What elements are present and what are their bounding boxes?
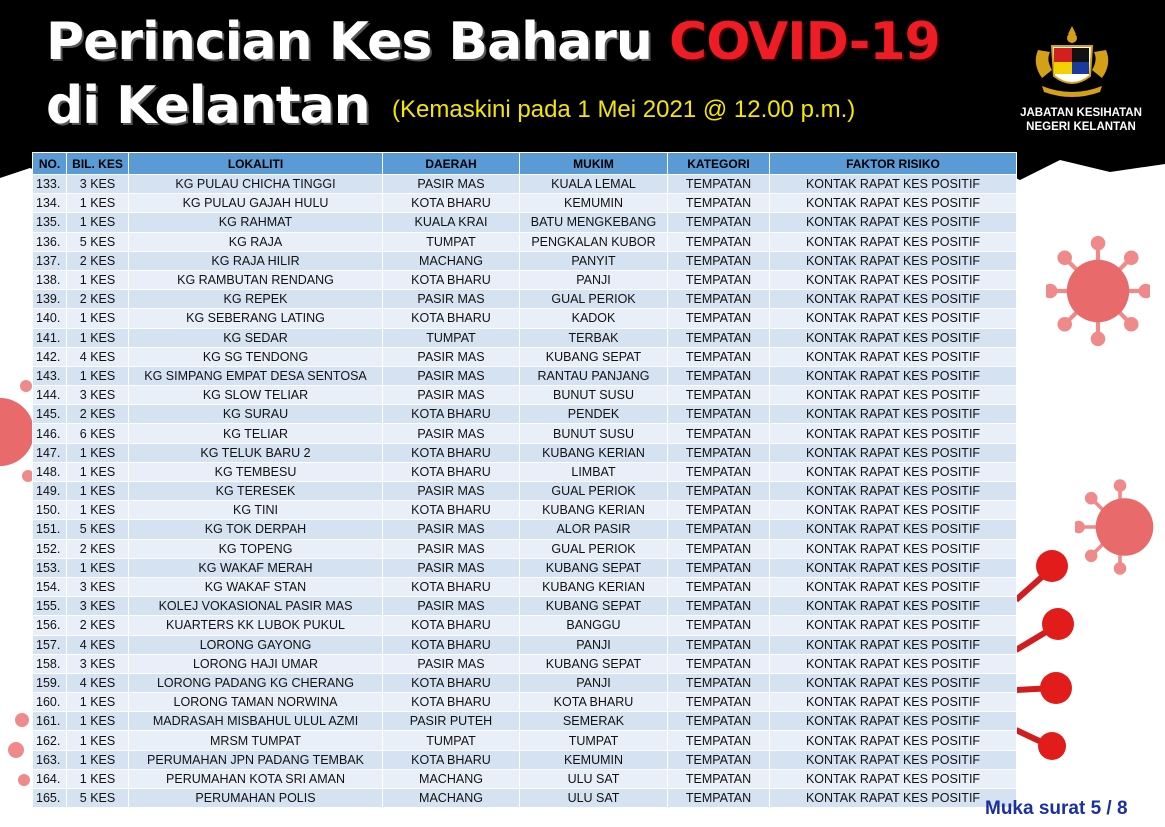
risk-factor-cell: KONTAK RAPAT KES POSITIF (770, 462, 1017, 481)
case-details-table (32, 152, 1017, 808)
row-number-cell: 140. (33, 309, 67, 328)
category-cell: TEMPATAN (668, 712, 770, 731)
table-row (33, 501, 1017, 520)
category-cell: TEMPATAN (668, 558, 770, 577)
table-row (33, 635, 1017, 654)
risk-factor-cell: KONTAK RAPAT KES POSITIF (770, 789, 1017, 808)
subdistrict-cell: KUBANG SEPAT (520, 597, 668, 616)
page-title-line2: di Kelantan (46, 76, 370, 136)
category-cell: TEMPATAN (668, 520, 770, 539)
district-cell: PASIR MAS (383, 539, 520, 558)
locality-cell: LORONG TAMAN NORWINA (129, 693, 383, 712)
row-number-cell: 155. (33, 597, 67, 616)
row-number-cell: 162. (33, 731, 67, 750)
category-cell: TEMPATAN (668, 309, 770, 328)
locality-cell: KG TINI (129, 501, 383, 520)
row-number-cell: 143. (33, 366, 67, 385)
district-cell: KOTA BHARU (383, 405, 520, 424)
locality-cell: KG SIMPANG EMPAT DESA SENTOSA (129, 366, 383, 385)
row-number-cell: 147. (33, 443, 67, 462)
subdistrict-cell: PANYIT (520, 251, 668, 270)
table-row (33, 731, 1017, 750)
district-cell: MACHANG (383, 769, 520, 788)
subdistrict-cell: KUBANG KERIAN (520, 577, 668, 596)
risk-factor-cell: KONTAK RAPAT KES POSITIF (770, 750, 1017, 769)
district-cell: KOTA BHARU (383, 616, 520, 635)
risk-factor-cell: KONTAK RAPAT KES POSITIF (770, 290, 1017, 309)
locality-cell: PERUMAHAN JPN PADANG TEMBAK (129, 750, 383, 769)
case-count-cell: 1 KES (67, 712, 129, 731)
table-row (33, 347, 1017, 366)
district-cell: KUALA KRAI (383, 213, 520, 232)
table-row (33, 232, 1017, 251)
row-number-cell: 148. (33, 462, 67, 481)
category-cell: TEMPATAN (668, 539, 770, 558)
district-cell: PASIR MAS (383, 558, 520, 577)
case-count-cell: 3 KES (67, 175, 129, 194)
subdistrict-cell: KUBANG SEPAT (520, 347, 668, 366)
case-count-cell: 3 KES (67, 386, 129, 405)
locality-cell: KG TOK DERPAH (129, 520, 383, 539)
subdistrict-cell: RANTAU PANJANG (520, 366, 668, 385)
locality-cell: KG WAKAF MERAH (129, 558, 383, 577)
case-count-cell: 1 KES (67, 270, 129, 289)
table-row (33, 789, 1017, 808)
row-number-cell: 149. (33, 482, 67, 501)
category-cell: TEMPATAN (668, 251, 770, 270)
district-cell: PASIR MAS (383, 424, 520, 443)
row-number-cell: 154. (33, 577, 67, 596)
risk-factor-cell: KONTAK RAPAT KES POSITIF (770, 366, 1017, 385)
table-row (33, 462, 1017, 481)
row-number-cell: 137. (33, 251, 67, 270)
category-cell: TEMPATAN (668, 328, 770, 347)
table-row (33, 328, 1017, 347)
locality-cell: KG PULAU CHICHA TINGGI (129, 175, 383, 194)
category-cell: TEMPATAN (668, 597, 770, 616)
category-cell: TEMPATAN (668, 290, 770, 309)
category-cell: TEMPATAN (668, 366, 770, 385)
subdistrict-cell: KUBANG KERIAN (520, 501, 668, 520)
subdistrict-cell: BATU MENGKEBANG (520, 213, 668, 232)
case-count-cell: 2 KES (67, 251, 129, 270)
table-row (33, 482, 1017, 501)
district-cell: PASIR MAS (383, 482, 520, 501)
subdistrict-cell: KOTA BHARU (520, 693, 668, 712)
district-cell: PASIR MAS (383, 386, 520, 405)
row-number-cell: 160. (33, 693, 67, 712)
subdistrict-cell: BANGGU (520, 616, 668, 635)
table-row (33, 213, 1017, 232)
locality-cell: KG RAHMAT (129, 213, 383, 232)
table-row (33, 558, 1017, 577)
table-row (33, 616, 1017, 635)
district-cell: PASIR MAS (383, 175, 520, 194)
category-cell: TEMPATAN (668, 443, 770, 462)
locality-cell: KG TELIAR (129, 424, 383, 443)
column-header-locality: LOKALITI (129, 153, 383, 175)
case-count-cell: 2 KES (67, 290, 129, 309)
district-cell: KOTA BHARU (383, 462, 520, 481)
subdistrict-cell: LIMBAT (520, 462, 668, 481)
locality-cell: KG SEBERANG LATING (129, 309, 383, 328)
table-row (33, 750, 1017, 769)
table-row (33, 577, 1017, 596)
district-cell: TUMPAT (383, 232, 520, 251)
subdistrict-cell: ALOR PASIR (520, 520, 668, 539)
table-row (33, 597, 1017, 616)
case-count-cell: 4 KES (67, 635, 129, 654)
risk-factor-cell: KONTAK RAPAT KES POSITIF (770, 558, 1017, 577)
row-number-cell: 152. (33, 539, 67, 558)
virus-icon (1046, 236, 1150, 346)
case-count-cell: 3 KES (67, 597, 129, 616)
district-cell: KOTA BHARU (383, 750, 520, 769)
virus-icon (1016, 540, 1076, 760)
risk-factor-cell: KONTAK RAPAT KES POSITIF (770, 482, 1017, 501)
case-count-cell: 1 KES (67, 693, 129, 712)
subdistrict-cell: KEMUMIN (520, 750, 668, 769)
case-count-cell: 5 KES (67, 520, 129, 539)
district-cell: KOTA BHARU (383, 194, 520, 213)
row-number-cell: 159. (33, 673, 67, 692)
case-count-cell: 5 KES (67, 789, 129, 808)
row-number-cell: 139. (33, 290, 67, 309)
district-cell: TUMPAT (383, 731, 520, 750)
case-count-cell: 6 KES (67, 424, 129, 443)
table-row (33, 424, 1017, 443)
column-header-district: DAERAH (383, 153, 520, 175)
virus-icon (0, 710, 34, 790)
column-header-risk-factor: FAKTOR RISIKO (770, 153, 1017, 175)
locality-cell: KG SG TENDONG (129, 347, 383, 366)
subdistrict-cell: GUAL PERIOK (520, 539, 668, 558)
case-count-cell: 1 KES (67, 482, 129, 501)
locality-cell: KG TELUK BARU 2 (129, 443, 383, 462)
table-row (33, 405, 1017, 424)
table-row (33, 366, 1017, 385)
district-cell: KOTA BHARU (383, 270, 520, 289)
locality-cell: PERUMAHAN KOTA SRI AMAN (129, 769, 383, 788)
table-row (33, 673, 1017, 692)
risk-factor-cell: KONTAK RAPAT KES POSITIF (770, 616, 1017, 635)
risk-factor-cell: KONTAK RAPAT KES POSITIF (770, 386, 1017, 405)
subdistrict-cell: PENGKALAN KUBOR (520, 232, 668, 251)
table-row (33, 712, 1017, 731)
category-cell: TEMPATAN (668, 750, 770, 769)
district-cell: KOTA BHARU (383, 577, 520, 596)
risk-factor-cell: KONTAK RAPAT KES POSITIF (770, 693, 1017, 712)
district-cell: KOTA BHARU (383, 693, 520, 712)
row-number-cell: 141. (33, 328, 67, 347)
row-number-cell: 165. (33, 789, 67, 808)
case-count-cell: 3 KES (67, 577, 129, 596)
risk-factor-cell: KONTAK RAPAT KES POSITIF (770, 520, 1017, 539)
district-cell: KOTA BHARU (383, 673, 520, 692)
district-cell: PASIR MAS (383, 366, 520, 385)
row-number-cell: 164. (33, 769, 67, 788)
locality-cell: KG TEMBESU (129, 462, 383, 481)
row-number-cell: 133. (33, 175, 67, 194)
category-cell: TEMPATAN (668, 462, 770, 481)
subdistrict-cell: ULU SAT (520, 789, 668, 808)
district-cell: PASIR PUTEH (383, 712, 520, 731)
risk-factor-cell: KONTAK RAPAT KES POSITIF (770, 309, 1017, 328)
column-header-subdistrict: MUKIM (520, 153, 668, 175)
risk-factor-cell: KONTAK RAPAT KES POSITIF (770, 731, 1017, 750)
risk-factor-cell: KONTAK RAPAT KES POSITIF (770, 347, 1017, 366)
subdistrict-cell: KADOK (520, 309, 668, 328)
category-cell: TEMPATAN (668, 789, 770, 808)
page-number: Muka surat 5 / 8 (985, 798, 1128, 819)
case-count-cell: 3 KES (67, 654, 129, 673)
case-count-cell: 1 KES (67, 443, 129, 462)
case-count-cell: 1 KES (67, 309, 129, 328)
risk-factor-cell: KONTAK RAPAT KES POSITIF (770, 405, 1017, 424)
category-cell: TEMPATAN (668, 194, 770, 213)
column-header-case-count: BIL. KES (67, 153, 129, 175)
case-count-cell: 1 KES (67, 366, 129, 385)
locality-cell: LORONG PADANG KG CHERANG (129, 673, 383, 692)
locality-cell: KG TOPENG (129, 539, 383, 558)
subdistrict-cell: PANJI (520, 635, 668, 654)
district-cell: PASIR MAS (383, 347, 520, 366)
district-cell: PASIR MAS (383, 654, 520, 673)
row-number-cell: 153. (33, 558, 67, 577)
category-cell: TEMPATAN (668, 616, 770, 635)
subdistrict-cell: TUMPAT (520, 731, 668, 750)
subdistrict-cell: KEMUMIN (520, 194, 668, 213)
risk-factor-cell: KONTAK RAPAT KES POSITIF (770, 213, 1017, 232)
risk-factor-cell: KONTAK RAPAT KES POSITIF (770, 769, 1017, 788)
case-count-cell: 1 KES (67, 558, 129, 577)
case-count-cell: 1 KES (67, 731, 129, 750)
category-cell: TEMPATAN (668, 213, 770, 232)
category-cell: TEMPATAN (668, 577, 770, 596)
subdistrict-cell: SEMERAK (520, 712, 668, 731)
risk-factor-cell: KONTAK RAPAT KES POSITIF (770, 597, 1017, 616)
risk-factor-cell: KONTAK RAPAT KES POSITIF (770, 328, 1017, 347)
case-count-cell: 1 KES (67, 328, 129, 347)
risk-factor-cell: KONTAK RAPAT KES POSITIF (770, 175, 1017, 194)
subdistrict-cell: GUAL PERIOK (520, 290, 668, 309)
risk-factor-cell: KONTAK RAPAT KES POSITIF (770, 712, 1017, 731)
row-number-cell: 134. (33, 194, 67, 213)
district-cell: PASIR MAS (383, 520, 520, 539)
row-number-cell: 156. (33, 616, 67, 635)
row-number-cell: 145. (33, 405, 67, 424)
table-row (33, 520, 1017, 539)
case-count-cell: 2 KES (67, 616, 129, 635)
risk-factor-cell: KONTAK RAPAT KES POSITIF (770, 424, 1017, 443)
locality-cell: MADRASAH MISBAHUL ULUL AZMI (129, 712, 383, 731)
row-number-cell: 138. (33, 270, 67, 289)
category-cell: TEMPATAN (668, 635, 770, 654)
locality-cell: KUARTERS KK LUBOK PUKUL (129, 616, 383, 635)
district-cell: KOTA BHARU (383, 443, 520, 462)
table-row (33, 539, 1017, 558)
subdistrict-cell: PANJI (520, 270, 668, 289)
table-header-row (33, 153, 1017, 175)
row-number-cell: 163. (33, 750, 67, 769)
column-header-category: KATEGORI (668, 153, 770, 175)
category-cell: TEMPATAN (668, 424, 770, 443)
category-cell: TEMPATAN (668, 405, 770, 424)
district-cell: KOTA BHARU (383, 501, 520, 520)
district-cell: MACHANG (383, 251, 520, 270)
category-cell: TEMPATAN (668, 654, 770, 673)
row-number-cell: 150. (33, 501, 67, 520)
case-count-cell: 4 KES (67, 673, 129, 692)
row-number-cell: 136. (33, 232, 67, 251)
locality-cell: KG WAKAF STAN (129, 577, 383, 596)
row-number-cell: 144. (33, 386, 67, 405)
case-count-cell: 1 KES (67, 462, 129, 481)
locality-cell: KG SURAU (129, 405, 383, 424)
subdistrict-cell: KUBANG SEPAT (520, 558, 668, 577)
locality-cell: KG RAMBUTAN RENDANG (129, 270, 383, 289)
category-cell: TEMPATAN (668, 731, 770, 750)
locality-cell: KG TERESEK (129, 482, 383, 501)
risk-factor-cell: KONTAK RAPAT KES POSITIF (770, 501, 1017, 520)
update-timestamp: (Kemaskini pada 1 Mei 2021 @ 12.00 p.m.) (392, 96, 856, 123)
risk-factor-cell: KONTAK RAPAT KES POSITIF (770, 443, 1017, 462)
subdistrict-cell: KUBANG KERIAN (520, 443, 668, 462)
district-cell: KOTA BHARU (383, 309, 520, 328)
locality-cell: KG RAJA HILIR (129, 251, 383, 270)
subdistrict-cell: KUBANG SEPAT (520, 654, 668, 673)
table-row (33, 194, 1017, 213)
table-row (33, 443, 1017, 462)
table-row (33, 175, 1017, 194)
case-count-cell: 1 KES (67, 213, 129, 232)
case-count-cell: 1 KES (67, 194, 129, 213)
risk-factor-cell: KONTAK RAPAT KES POSITIF (770, 270, 1017, 289)
locality-cell: MRSM TUMPAT (129, 731, 383, 750)
column-header-no: NO. (33, 153, 67, 175)
district-cell: PASIR MAS (383, 597, 520, 616)
page-title: Perincian Kes Baharu COVID-19 (46, 12, 940, 72)
locality-cell: KG PULAU GAJAH HULU (129, 194, 383, 213)
category-cell: TEMPATAN (668, 270, 770, 289)
category-cell: TEMPATAN (668, 673, 770, 692)
table-row (33, 251, 1017, 270)
subdistrict-cell: GUAL PERIOK (520, 482, 668, 501)
risk-factor-cell: KONTAK RAPAT KES POSITIF (770, 673, 1017, 692)
category-cell: TEMPATAN (668, 386, 770, 405)
subdistrict-cell: BUNUT SUSU (520, 424, 668, 443)
case-count-cell: 2 KES (67, 405, 129, 424)
table-row (33, 270, 1017, 289)
category-cell: TEMPATAN (668, 693, 770, 712)
table-row (33, 769, 1017, 788)
case-count-cell: 5 KES (67, 232, 129, 251)
risk-factor-cell: KONTAK RAPAT KES POSITIF (770, 194, 1017, 213)
risk-factor-cell: KONTAK RAPAT KES POSITIF (770, 251, 1017, 270)
district-cell: PASIR MAS (383, 290, 520, 309)
locality-cell: PERUMAHAN POLIS (129, 789, 383, 808)
case-count-cell: 1 KES (67, 750, 129, 769)
locality-cell: LORONG GAYONG (129, 635, 383, 654)
category-cell: TEMPATAN (668, 501, 770, 520)
locality-cell: KG SEDAR (129, 328, 383, 347)
district-cell: KOTA BHARU (383, 635, 520, 654)
table-row (33, 386, 1017, 405)
row-number-cell: 142. (33, 347, 67, 366)
case-count-cell: 1 KES (67, 501, 129, 520)
district-cell: TUMPAT (383, 328, 520, 347)
locality-cell: KG RAJA (129, 232, 383, 251)
category-cell: TEMPATAN (668, 232, 770, 251)
department-name: JABATAN KESIHATAN NEGERI KELANTAN (1020, 107, 1142, 133)
table-row (33, 290, 1017, 309)
coat-of-arms-icon (1028, 20, 1116, 102)
risk-factor-cell: KONTAK RAPAT KES POSITIF (770, 539, 1017, 558)
category-cell: TEMPATAN (668, 175, 770, 194)
locality-cell: KG REPEK (129, 290, 383, 309)
category-cell: TEMPATAN (668, 347, 770, 366)
table-row (33, 309, 1017, 328)
subdistrict-cell: PENDEK (520, 405, 668, 424)
subdistrict-cell: BUNUT SUSU (520, 386, 668, 405)
locality-cell: KOLEJ VOKASIONAL PASIR MAS (129, 597, 383, 616)
category-cell: TEMPATAN (668, 769, 770, 788)
case-count-cell: 1 KES (67, 769, 129, 788)
risk-factor-cell: KONTAK RAPAT KES POSITIF (770, 635, 1017, 654)
case-count-cell: 2 KES (67, 539, 129, 558)
risk-factor-cell: KONTAK RAPAT KES POSITIF (770, 232, 1017, 251)
table-row (33, 654, 1017, 673)
subdistrict-cell: TERBAK (520, 328, 668, 347)
risk-factor-cell: KONTAK RAPAT KES POSITIF (770, 577, 1017, 596)
subdistrict-cell: PANJI (520, 673, 668, 692)
row-number-cell: 151. (33, 520, 67, 539)
row-number-cell: 158. (33, 654, 67, 673)
virus-icon (0, 372, 34, 492)
subdistrict-cell: KUALA LEMAL (520, 175, 668, 194)
case-count-cell: 4 KES (67, 347, 129, 366)
risk-factor-cell: KONTAK RAPAT KES POSITIF (770, 654, 1017, 673)
virus-icon (1075, 472, 1165, 582)
title-highlight: COVID-19 (669, 12, 940, 72)
row-number-cell: 146. (33, 424, 67, 443)
row-number-cell: 135. (33, 213, 67, 232)
locality-cell: LORONG HAJI UMAR (129, 654, 383, 673)
district-cell: MACHANG (383, 789, 520, 808)
category-cell: TEMPATAN (668, 482, 770, 501)
row-number-cell: 161. (33, 712, 67, 731)
table-row (33, 693, 1017, 712)
locality-cell: KG SLOW TELIAR (129, 386, 383, 405)
row-number-cell: 157. (33, 635, 67, 654)
subdistrict-cell: ULU SAT (520, 769, 668, 788)
